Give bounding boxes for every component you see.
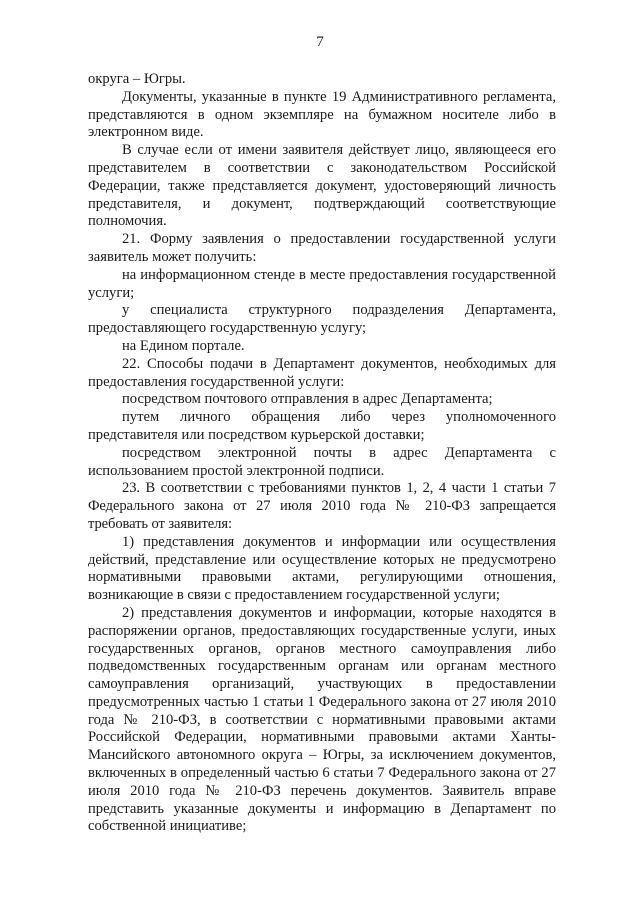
paragraph-documents-copy: Документы, указанные в пункте 19 Административного регламента, представляются в одном экземпляре на бумажном носителе либо в электронном виде. [88,88,556,141]
list-item-email: посредством электронной почты в адрес Департамента с использованием простой электронной подписи. [88,444,556,479]
list-item-23-2: 2) представления документов и информации, которые находятся в распоряжении органов, предоставляющих государственные услуги, иных государственных органов, органов местного самоуправления либо подведомственных государственным органам или органам местного самоуправления организаций, участвующих в предоставлении предусмотренных частью 1 статьи 1 Федерального закона от 27 июля 2010 года № 210-ФЗ, в соответствии с нормативными правовыми актами Российской Федерации, нормативными правовыми актами Ханты-Мансийского автономного округа – Югры, за исключением документов, включенных в определенный частью 6 статьи 7 Федерального закона от 27 июля 2010 года № 210-ФЗ перечень документов. Заявитель вправе представить указанные документы и информацию в Департамент по собственной инициативе; [88,604,556,835]
list-item-23-1: 1) представления документов и информации или осуществления действий, представление или осуществление которых не предусмотрено нормативными правовыми актами, регулирующими отношения, возникающие в связи с предоставлением государственной услуги; [88,533,556,604]
document-body [88,71,556,836]
paragraph-okrug-yugry: округа – Югры. [88,71,186,87]
paragraph-item-21: 21. Форму заявления о предоставлении государственной услуги заявитель может получить: [88,231,556,265]
paragraph-item-22: 22. Способы подачи в Департамент документов, необходимых для предоставления государственной услуги: [88,355,556,390]
paragraph-representative: В случае если от имени заявителя действует лицо, являющееся его представителем в соответствии с законодательством Российской Федерации, также представляется документ, удостоверяющий личность представителя, и документ, подтверждающий соответствующие полномочия. [88,142,556,230]
paragraph-item-23: 23. В соответствии с требованиями пунктов 1, 2, 4 части 1 статьи 7 Федерального закона от 27 июля 2010 года № 210-ФЗ запрещается требовать от заявителя: [88,480,556,532]
page-number: 7 [316,34,324,50]
list-item-specialist: у специалиста структурного подразделения Департамента, предоставляющего государственную услугу; [88,302,556,337]
list-item-unified-portal: на Едином портале. [122,337,245,354]
list-item-personal: путем личного обращения либо через уполномоченного представителя или посредством курьерской доставки; [88,409,556,443]
list-item-postal: посредством почтового отправления в адрес Департамента; [122,391,493,408]
list-item-info-stand: на информационном стенде в месте предоставления государственной услуги; [88,266,556,301]
